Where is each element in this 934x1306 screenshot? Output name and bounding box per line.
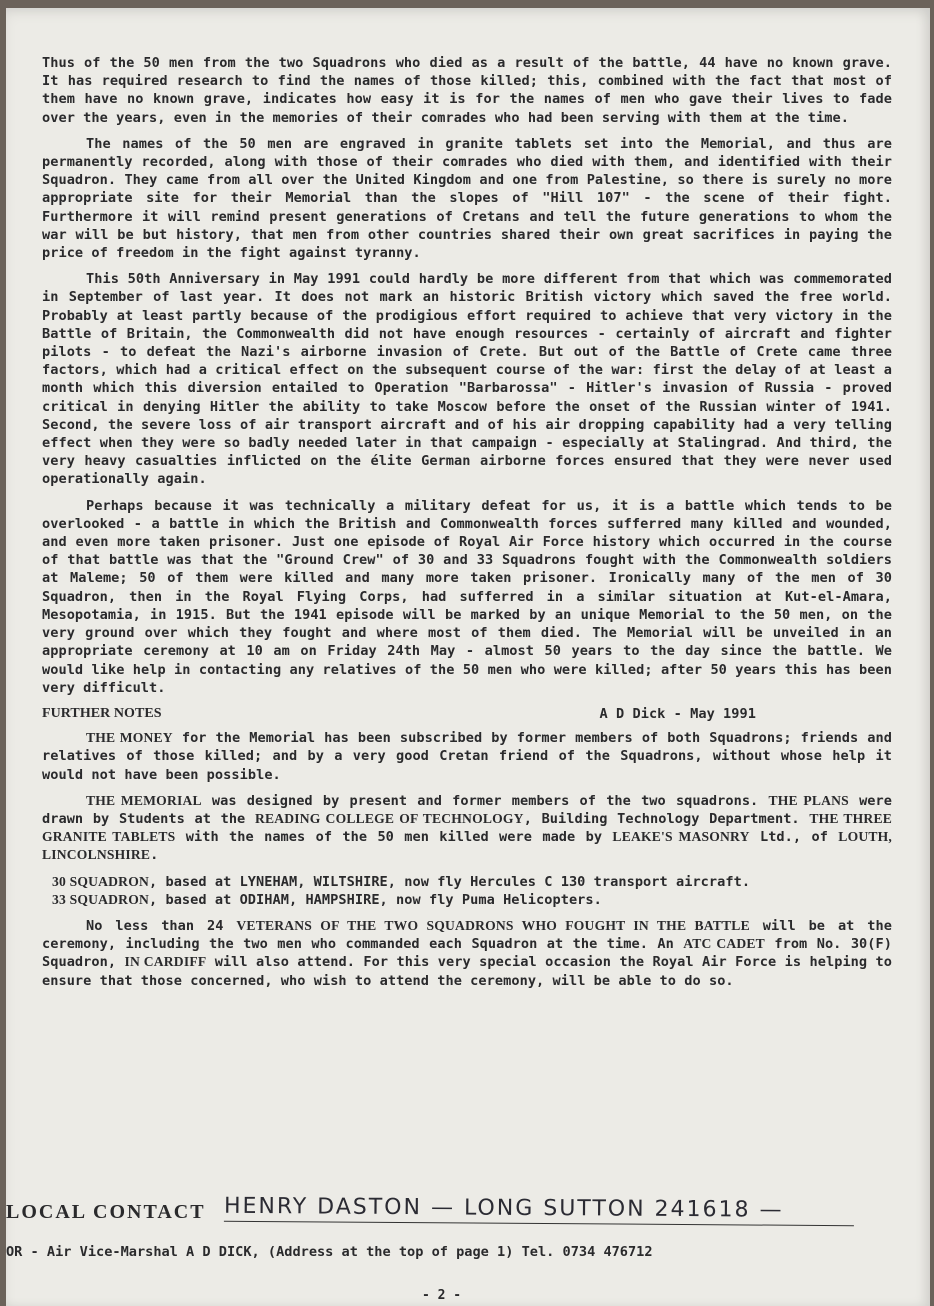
signature: A D Dick - May 1991 bbox=[599, 705, 756, 722]
note-memorial bbox=[42, 792, 892, 865]
squadron-33 bbox=[52, 891, 892, 909]
note-money bbox=[42, 729, 892, 784]
squadron-30-text: , based at LYNEHAM, WILTSHIRE, now fly Hercules C 130 transport aircraft. bbox=[149, 873, 751, 890]
note-memorial-lead: THE MEMORIAL bbox=[86, 792, 202, 808]
note-memorial-text: was designed by present and former members of the two squadrons. bbox=[201, 792, 769, 809]
note-masonry-text: Ltd., of bbox=[749, 829, 839, 846]
note-money-text: for the Memorial has been subscribed by former members of both Squadrons; friends and relatives of those killed; and by a very good Cretan friend of the Squadrons, without whose help it would not have been possible. bbox=[42, 730, 893, 783]
paragraph-4: Perhaps because it was technically a military defeat for us, it is a battle which tends to be overlooked - a battle in which the British and Commonwealth forces sufferred many killed and wounded, and even more taken prisoner. Just one episode of Royal Air Force history which occurred in the course of that battle was that the "Ground Crew" of 30 and 33 Squadrons fought with the Commonwealth soldiers at Maleme; 50 of them were killed and many more taken prisoner. Ironically many of the men of 30 Squadron, then in the Royal Flying Corps, had sufferred in a similar situation at Kut-el-Amara, Mesopotamia, in 1915. But the 1941 episode will be marked by an unique Memorial to the 50 men, on the very ground over which they fought and where most of them died. The Memorial will be unveiled in an appropriate ceremony at 10 am on Friday 24th May - almost 50 years to the day since the battle. We would like help in contacting any relatives of the 50 men who were killed; after 50 years this has been very difficult. bbox=[42, 497, 892, 696]
veterans-mid: will be at the ceremony, including the two men who commanded each Squadron at the time. An bbox=[42, 917, 893, 953]
paragraph-3: This 50th Anniversary in May 1991 could hardly be more different from that which was commemorated in September of last year. It does not mark an historic British victory which saved the free world. Probably at least partly because of the prodigious effort required to achieve that very victory in the Battle of Britain, the Commonwealth did not have enough resources - certainly of aircraft and fighter pilots - to defeat the Nazi's airborne invasion of Crete. But out of the Battle of Crete came three factors, which had a critical effect on the subsequent course of the war: first the delay of at least a month which this diversion entailed to Operation "Barbarossa" - Hitler's invasion of Russia - proved critical in denying Hitler the ability to take Moscow before the onset of the Russian winter of 1941. Second, the severe loss of air transport aircraft and of his air dropping capability had a very telling effect when they were so badly needed later in that campaign - especially at Stalingrad. And third, the very heavy casualties inflicted on the élite German airborne forces ensured that they were never used operationally again. bbox=[42, 271, 892, 488]
local-contact-row bbox=[6, 1193, 930, 1224]
note-plans-lead: THE PLANS bbox=[768, 792, 849, 808]
note-department: , Building Technology Department. bbox=[523, 810, 810, 827]
veterans-lead: VETERANS OF THE TWO SQUADRONS WHO FOUGHT IN THE BATTLE bbox=[236, 917, 750, 933]
note-masonry: LEAKE'S MASONRY bbox=[612, 829, 750, 845]
paragraph-1: Thus of the 50 men from the two Squadrons who died as a result of the battle, 44 have no known grave. It has required research to find the names of those killed; this, combined with the fact that most of them have no known grave, indicates how easy it is for the names of men who gave their lives to fade over the years, even in the memories of their comrades who had been serving with them at the time. bbox=[42, 55, 892, 126]
squadron-33-lead: 33 SQUADRON bbox=[52, 891, 149, 907]
veterans-post: will also attend. For this very special occasion the Royal Air Force is helping to ensure that those concerned, who wish to attend the ceremony, will be able to do so. bbox=[42, 954, 893, 989]
note-money-lead: THE MONEY bbox=[86, 730, 173, 746]
local-contact-handwritten: HENRY DASTON — LONG SUTTON 241618 — bbox=[223, 1194, 853, 1226]
veterans-atc: ATC CADET bbox=[683, 936, 765, 952]
note-tablets-lead: THE THREE GRANITE TABLETS bbox=[42, 810, 892, 845]
note-end: . bbox=[150, 847, 159, 864]
veterans-cardiff: IN CARDIFF bbox=[124, 954, 207, 970]
further-notes-heading: FURTHER NOTES bbox=[42, 705, 162, 721]
squadron-33-text: , based at ODIHAM, HAMPSHIRE, now fly Puma Helicopters. bbox=[149, 891, 602, 908]
veterans-mid2: from No. 30(F) Squadron, bbox=[42, 936, 892, 971]
note-college: READING COLLEGE OF TECHNOLOGY bbox=[254, 810, 524, 826]
note-plans-text: were drawn by Students at the bbox=[42, 792, 892, 827]
further-notes-row bbox=[42, 705, 892, 723]
page-number: - 2 - bbox=[422, 1288, 462, 1303]
note-location: LOUTH, LINCOLNSHIRE bbox=[42, 829, 892, 863]
squadron-list bbox=[42, 873, 892, 909]
local-contact-label: LOCAL CONTACT bbox=[6, 1201, 206, 1223]
note-tablets-text: with the names of the 50 men killed were made by bbox=[175, 829, 613, 846]
paragraph-2: The names of the 50 men are engraved in granite tablets set into the Memorial, and thus are permanently recorded, along with those of their comrades who died with them, and identified with their Squadron. They came from all over the United Kingdom and one from Palestine, so there is surely no more appropriate site for their Memorial than the slopes of "Hill 107" - the scene of their fight. Furthermore it will remind present generations of Cretans and tell the future generations to whom the war will be but history, that men from other countries shared their own great sacrifices in paying the price of freedom in the fight against tyranny. bbox=[42, 135, 892, 262]
veterans-pre: No less than 24 bbox=[86, 917, 237, 934]
note-veterans bbox=[42, 917, 892, 990]
document-page bbox=[6, 8, 930, 1306]
squadron-30-lead: 30 SQUADRON bbox=[52, 873, 149, 889]
alternate-contact: OR - Air Vice-Marshal A D DICK, (Address at the top of page 1) Tel. 0734 476712 bbox=[6, 1244, 653, 1260]
squadron-30 bbox=[52, 873, 892, 891]
body-text bbox=[42, 54, 892, 998]
